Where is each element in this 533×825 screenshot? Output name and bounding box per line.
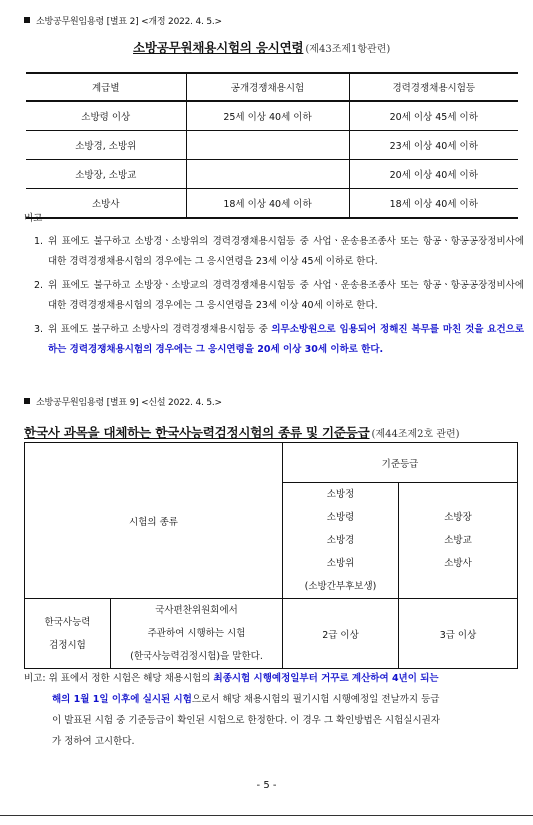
column-header: 계급별 [26,73,186,101]
note-label: 비고 [24,213,43,224]
section1-title-main: 소방공무원채용시험의 응시연령 [133,40,304,55]
note-number: 2. [34,280,44,291]
table-row [26,131,518,160]
exam-desc-line: 주관하여 시행하는 시험 [147,628,246,639]
note-number: 3. [34,324,44,335]
section1-header [24,14,222,27]
section2-title-ref: (제44조제2호 관련) [371,429,460,440]
note-text-highlight: 의무소방원으로 임용되어 정해진 복무를 마친 것을 요건으로 하는 경력경쟁채용시험의 경우에는 그 응시연령을 20세 이상 30세 이하로 한다. [48,324,524,355]
exam-desc-line: 국사편찬위원회에서 [155,605,238,616]
note-line: 가 정하여 고시한다. [52,736,135,747]
square-bullet-icon [24,17,30,23]
rank-label: 소방위 [326,558,355,569]
rank-group-a [283,483,399,599]
grade-b-cell: 3급 이상 [399,599,518,669]
column-header: 공개경쟁채용시험 [186,73,349,101]
table-header-row [25,443,518,483]
table-row [26,160,518,189]
section2-header [24,395,222,408]
note-text: 위 표에도 불구하고 소방경ㆍ소방위의 경력경쟁채용시험등 중 사업ㆍ운송용조종사 또는 항공ㆍ항공공장정비사에 대한 경력경쟁채용시험의 경우에는 그 응시연령을 23세 이상 45세 이하로 한다. [48,236,524,267]
rank-label: 소방교 [444,535,472,546]
rank-cell: 소방장, 소방교 [26,160,186,189]
rank-cell: 소방경, 소방위 [26,131,186,160]
rank-cell: 소방령 이상 [26,101,186,131]
page-divider [0,815,533,816]
note-text-highlight: 해의 1월 1일 이후에 실시된 시험 [52,694,192,705]
list-item [34,232,524,272]
history-exam-table [24,442,518,669]
table-header-row [26,73,518,101]
open-exam-cell: 18세 이상 40세 이하 [186,189,349,219]
square-bullet-icon [24,398,30,404]
grade-header: 기준등급 [283,443,518,483]
section1-header-text: 소방공무원임용령 [별표 2] <개정 2022. 4. 5.> [36,17,222,27]
note-line [24,668,518,689]
exam-type-header: 시험의 종류 [25,443,283,599]
note-line [24,689,518,710]
rank-label: 소방경 [326,535,355,546]
career-exam-cell: 18세 이상 40세 이하 [349,189,518,219]
note-line: 이 발표된 시험 중 기준등급이 확인된 시험으로 한정한다. 이 경우 그 확인방법은 시험실시권자 [52,715,440,726]
age-limit-table [26,72,518,219]
career-exam-cell: 20세 이상 45세 이하 [349,101,518,131]
note-number: 1. [34,236,44,247]
exam-name-line: 한국사능력 [44,616,91,628]
note-text [48,320,524,360]
list-item [34,276,524,316]
rank-group-b [399,483,518,599]
grade-a-cell: 2급 이상 [283,599,399,669]
section2-title [24,423,460,441]
page-number: - 5 - [256,780,277,791]
table-row [25,599,518,669]
career-exam-cell: 23세 이상 40세 이하 [349,131,518,160]
rank-label: 소방장 [444,512,472,523]
rank-label: 소방정 [326,489,355,500]
table-row [26,101,518,131]
notes-list [34,232,524,360]
section2-title-main: 한국사 과목을 대체하는 한국사능력검정시험의 종류 및 기준등급 [24,425,370,440]
open-exam-cell [186,160,349,189]
rank-label: 소방령 [326,512,355,523]
rank-label: 소방사 [444,558,472,569]
career-exam-cell: 20세 이상 40세 이하 [349,160,518,189]
exam-name-cell [25,599,111,669]
note-text-highlight: 최종시험 시행예정일부터 거꾸로 계산하여 4년이 되는 [213,673,439,684]
note-text-plain: 으로서 해당 채용시험의 필기시험 시행예정일 전날까지 등급 [191,694,440,705]
section1-title [133,38,390,56]
rank-cell: 소방사 [26,189,186,219]
open-exam-cell [186,131,349,160]
table-row [26,189,518,219]
exam-desc-line: (한국사능력검정시험)을 말한다. [130,651,263,662]
open-exam-cell: 25세 이상 40세 이하 [186,101,349,131]
exam-desc-cell [111,599,283,669]
note-text-plain: 비고: 위 표에서 정한 시험은 해당 채용시험의 [24,673,214,684]
rank-label: (소방간부후보생) [304,581,377,592]
column-header: 경력경쟁채용시험등 [349,73,518,101]
section1-title-ref: (제43조제1항관련) [305,44,391,55]
note-text-plain: 위 표에도 불구하고 소방사의 경력경쟁채용시험등 중 [48,324,272,335]
list-item [34,320,524,360]
section2-note [24,668,518,752]
exam-name-line: 검정시험 [49,639,86,651]
note-text: 위 표에도 불구하고 소방장ㆍ소방교의 경력경쟁채용시험등 중 사업ㆍ운송용조종사 또는 항공ㆍ항공공장정비사에 대한 경력경쟁채용시험의 경우에는 그 응시연령을 23세 이상 40세 이하로 한다. [48,280,524,311]
section2-header-text: 소방공무원임용령 [별표 9] <신설 2022. 4. 5.> [36,398,222,408]
